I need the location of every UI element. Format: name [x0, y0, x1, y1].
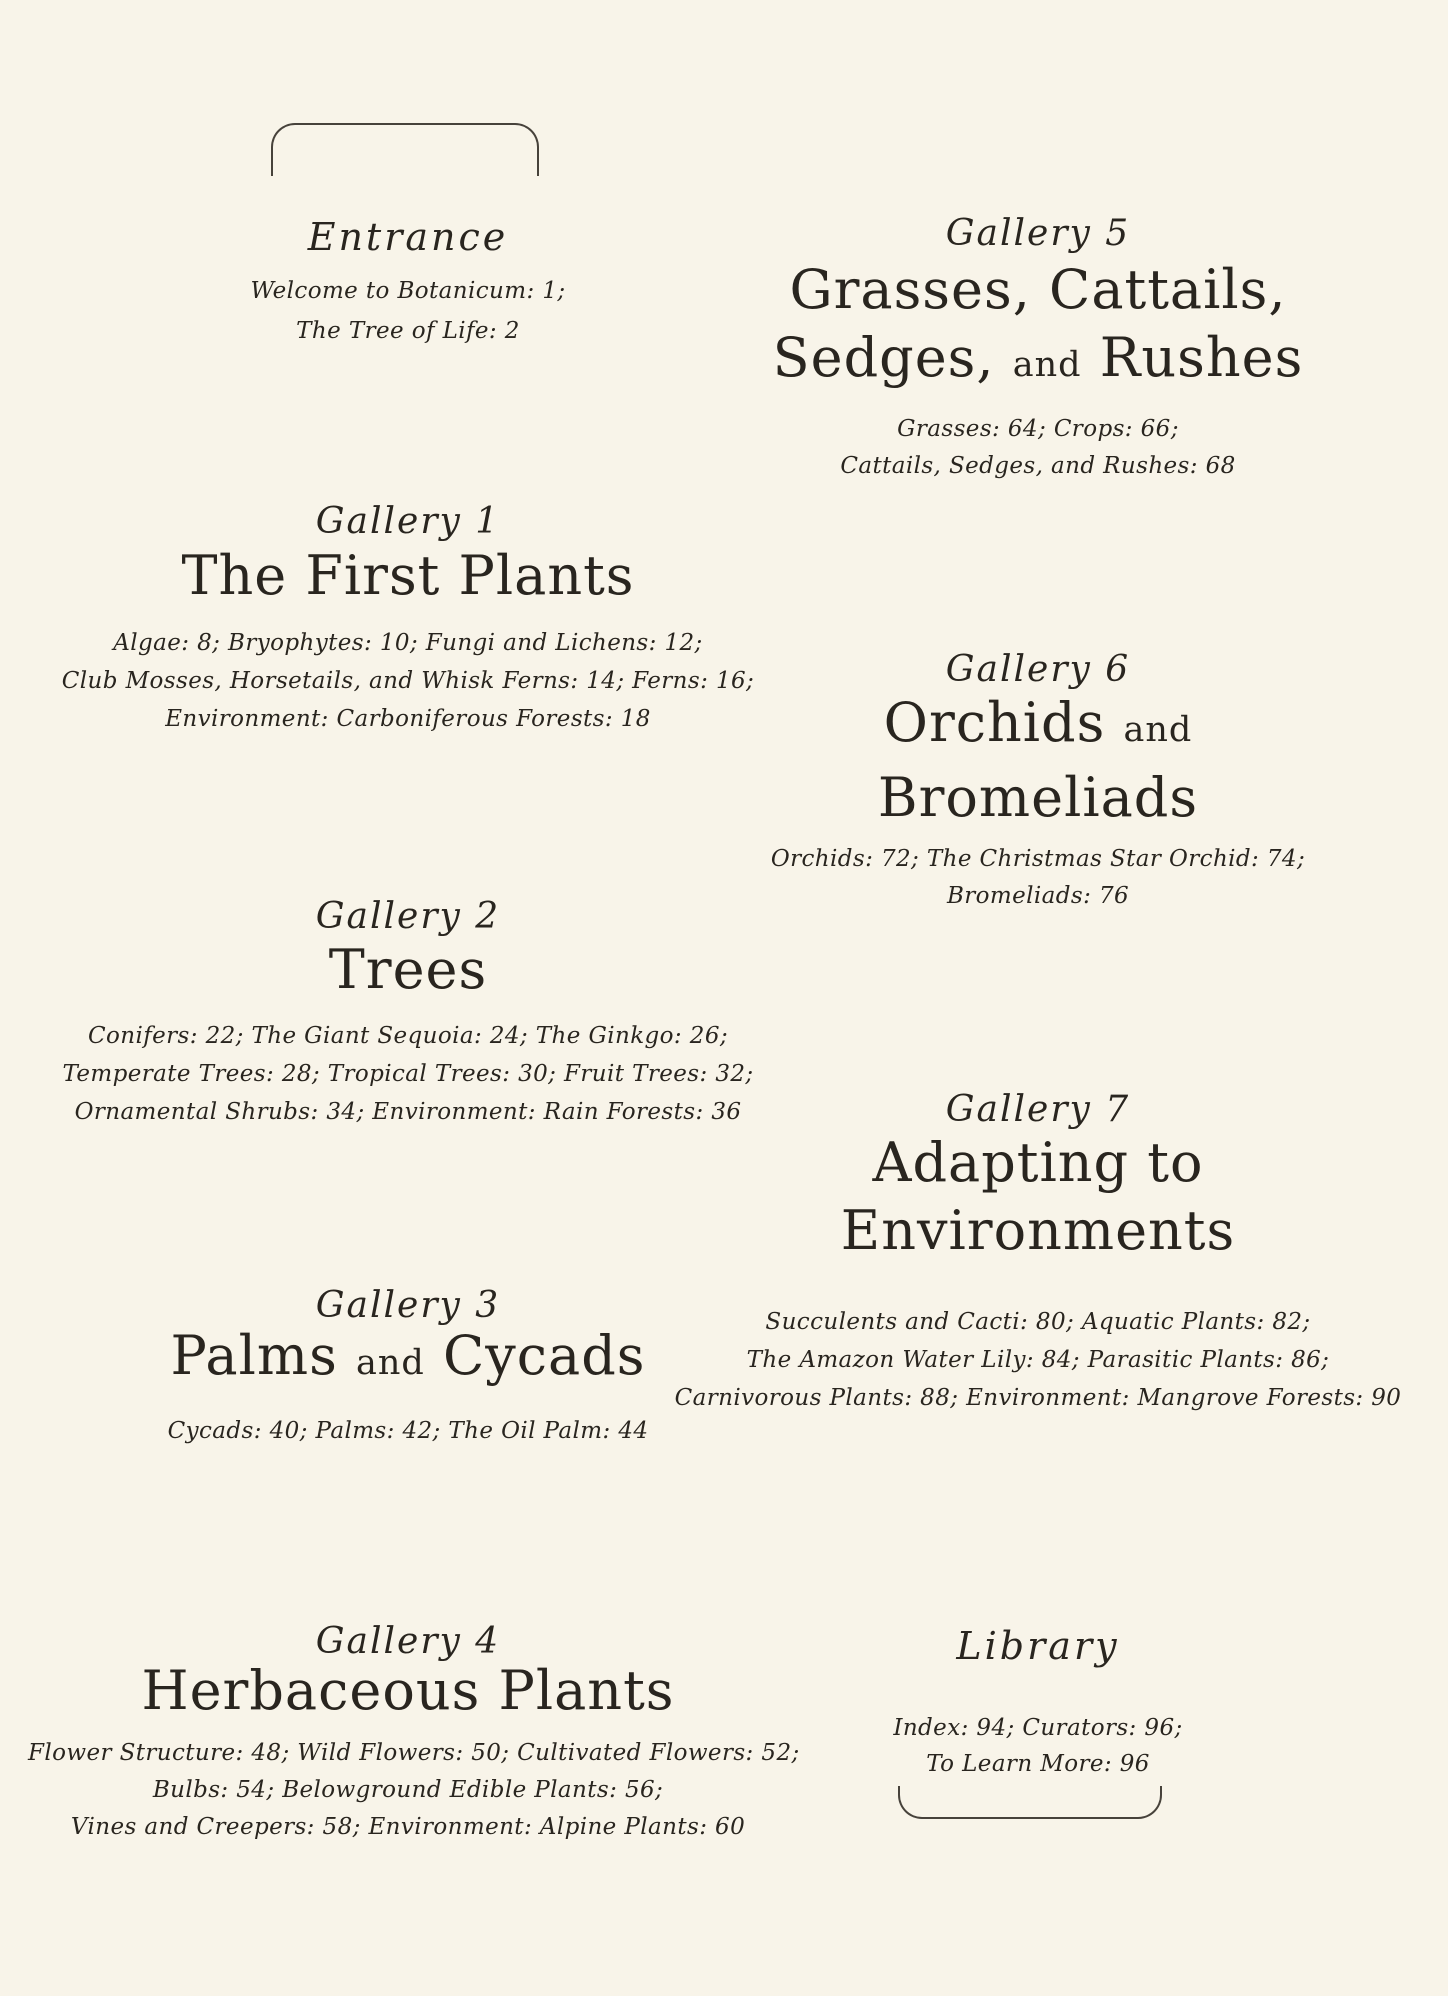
gallery-1-contents-line: Club Mosses, Horsetails, and Whisk Ferns: 14; Ferns: 16;	[61, 668, 755, 694]
gallery-6-contents-line: Bromeliads: 76	[946, 883, 1130, 909]
gallery-7-title	[658, 1129, 1418, 1265]
entrance-contents-line: Welcome to Botanicum: 1;	[250, 278, 566, 304]
entrance-contents-line: The Tree of Life: 2	[296, 318, 520, 344]
gallery-5-contents-line: Grasses: 64; Crops: 66;	[897, 416, 1179, 442]
gallery-6-title-line-2: Bromeliads	[877, 766, 1199, 829]
gallery-6-title-line-1: Orchids and	[883, 691, 1193, 754]
gallery-3-label: Gallery 3	[315, 1285, 501, 1326]
gallery-7-contents-line: The Amazon Water Lily: 84; Parasitic Plants: 86;	[746, 1347, 1330, 1373]
gallery-6-title	[658, 689, 1418, 832]
gallery-3-title: Palms and Cycads	[170, 1324, 646, 1387]
entrance-door-outline	[271, 123, 539, 176]
gallery-5-contents	[658, 411, 1418, 485]
gallery-2-title: Trees	[328, 938, 488, 1001]
library-section	[658, 1625, 1418, 1782]
gallery-1-contents-line: Algae: 8; Bryophytes: 10; Fungi and Lichens: 12;	[113, 630, 703, 656]
gallery-4-title: Herbaceous Plants	[141, 1659, 675, 1722]
gallery-7-contents-line: Succulents and Cacti: 80; Aquatic Plants: 82;	[765, 1309, 1311, 1335]
gallery-1-title: The First Plants	[181, 544, 635, 607]
gallery-4-label: Gallery 4	[315, 1621, 501, 1662]
gallery-6-section	[658, 651, 1418, 915]
gallery-4-contents-line: Bulbs: 54; Belowground Edible Plants: 56;	[152, 1777, 664, 1803]
gallery-2-contents-line: Conifers: 22; The Giant Sequoia: 24; The Ginkgo: 26;	[87, 1023, 728, 1049]
gallery-5-label: Gallery 5	[945, 213, 1131, 254]
gallery-3-contents	[28, 1412, 788, 1450]
gallery-4-contents-line: Flower Structure: 48; Wild Flowers: 50; Cultivated Flowers: 52;	[28, 1740, 800, 1766]
gallery-5-contents-line: Cattails, Sedges, and Rushes: 68	[840, 453, 1236, 479]
library-heading: Library	[956, 1624, 1120, 1668]
library-contents-line: To Learn More: 96	[926, 1751, 1150, 1777]
gallery-5-title	[658, 256, 1418, 399]
gallery-6-label: Gallery 6	[945, 649, 1131, 690]
gallery-1-label: Gallery 1	[315, 501, 501, 542]
entrance-heading: Entrance	[307, 215, 509, 259]
library-contents	[658, 1710, 1418, 1782]
gallery-5-title-line-1: Grasses, Cattails,	[789, 258, 1287, 321]
gallery-7-label: Gallery 7	[945, 1089, 1131, 1130]
gallery-4-contents-line: Vines and Creepers: 58; Environment: Alpine Plants: 60	[70, 1814, 746, 1840]
gallery-5-title-line-2: Sedges, and Rushes	[772, 326, 1304, 389]
gallery-2-contents-line: Temperate Trees: 28; Tropical Trees: 30; Fruit Trees: 32;	[62, 1061, 754, 1087]
gallery-2-contents-line: Ornamental Shrubs: 34; Environment: Rain Forests: 36	[74, 1099, 742, 1125]
gallery-7-title-line-2: Environments	[840, 1199, 1236, 1262]
gallery-2-label: Gallery 2	[315, 896, 501, 937]
gallery-7-contents-line: Carnivorous Plants: 88; Environment: Mangrove Forests: 90	[674, 1385, 1402, 1411]
gallery-1-contents-line: Environment: Carboniferous Forests: 18	[165, 706, 651, 732]
gallery-3-contents-line: Cycads: 40; Palms: 42; The Oil Palm: 44	[167, 1418, 649, 1444]
gallery-5-section	[658, 214, 1418, 485]
library-contents-line: Index: 94; Curators: 96;	[893, 1715, 1183, 1741]
exit-door-outline	[898, 1786, 1162, 1819]
gallery-6-contents-line: Orchids: 72; The Christmas Star Orchid: 74;	[770, 846, 1306, 872]
gallery-7-title-line-1: Adapting to	[872, 1131, 1204, 1194]
gallery-3-section	[28, 1287, 788, 1450]
